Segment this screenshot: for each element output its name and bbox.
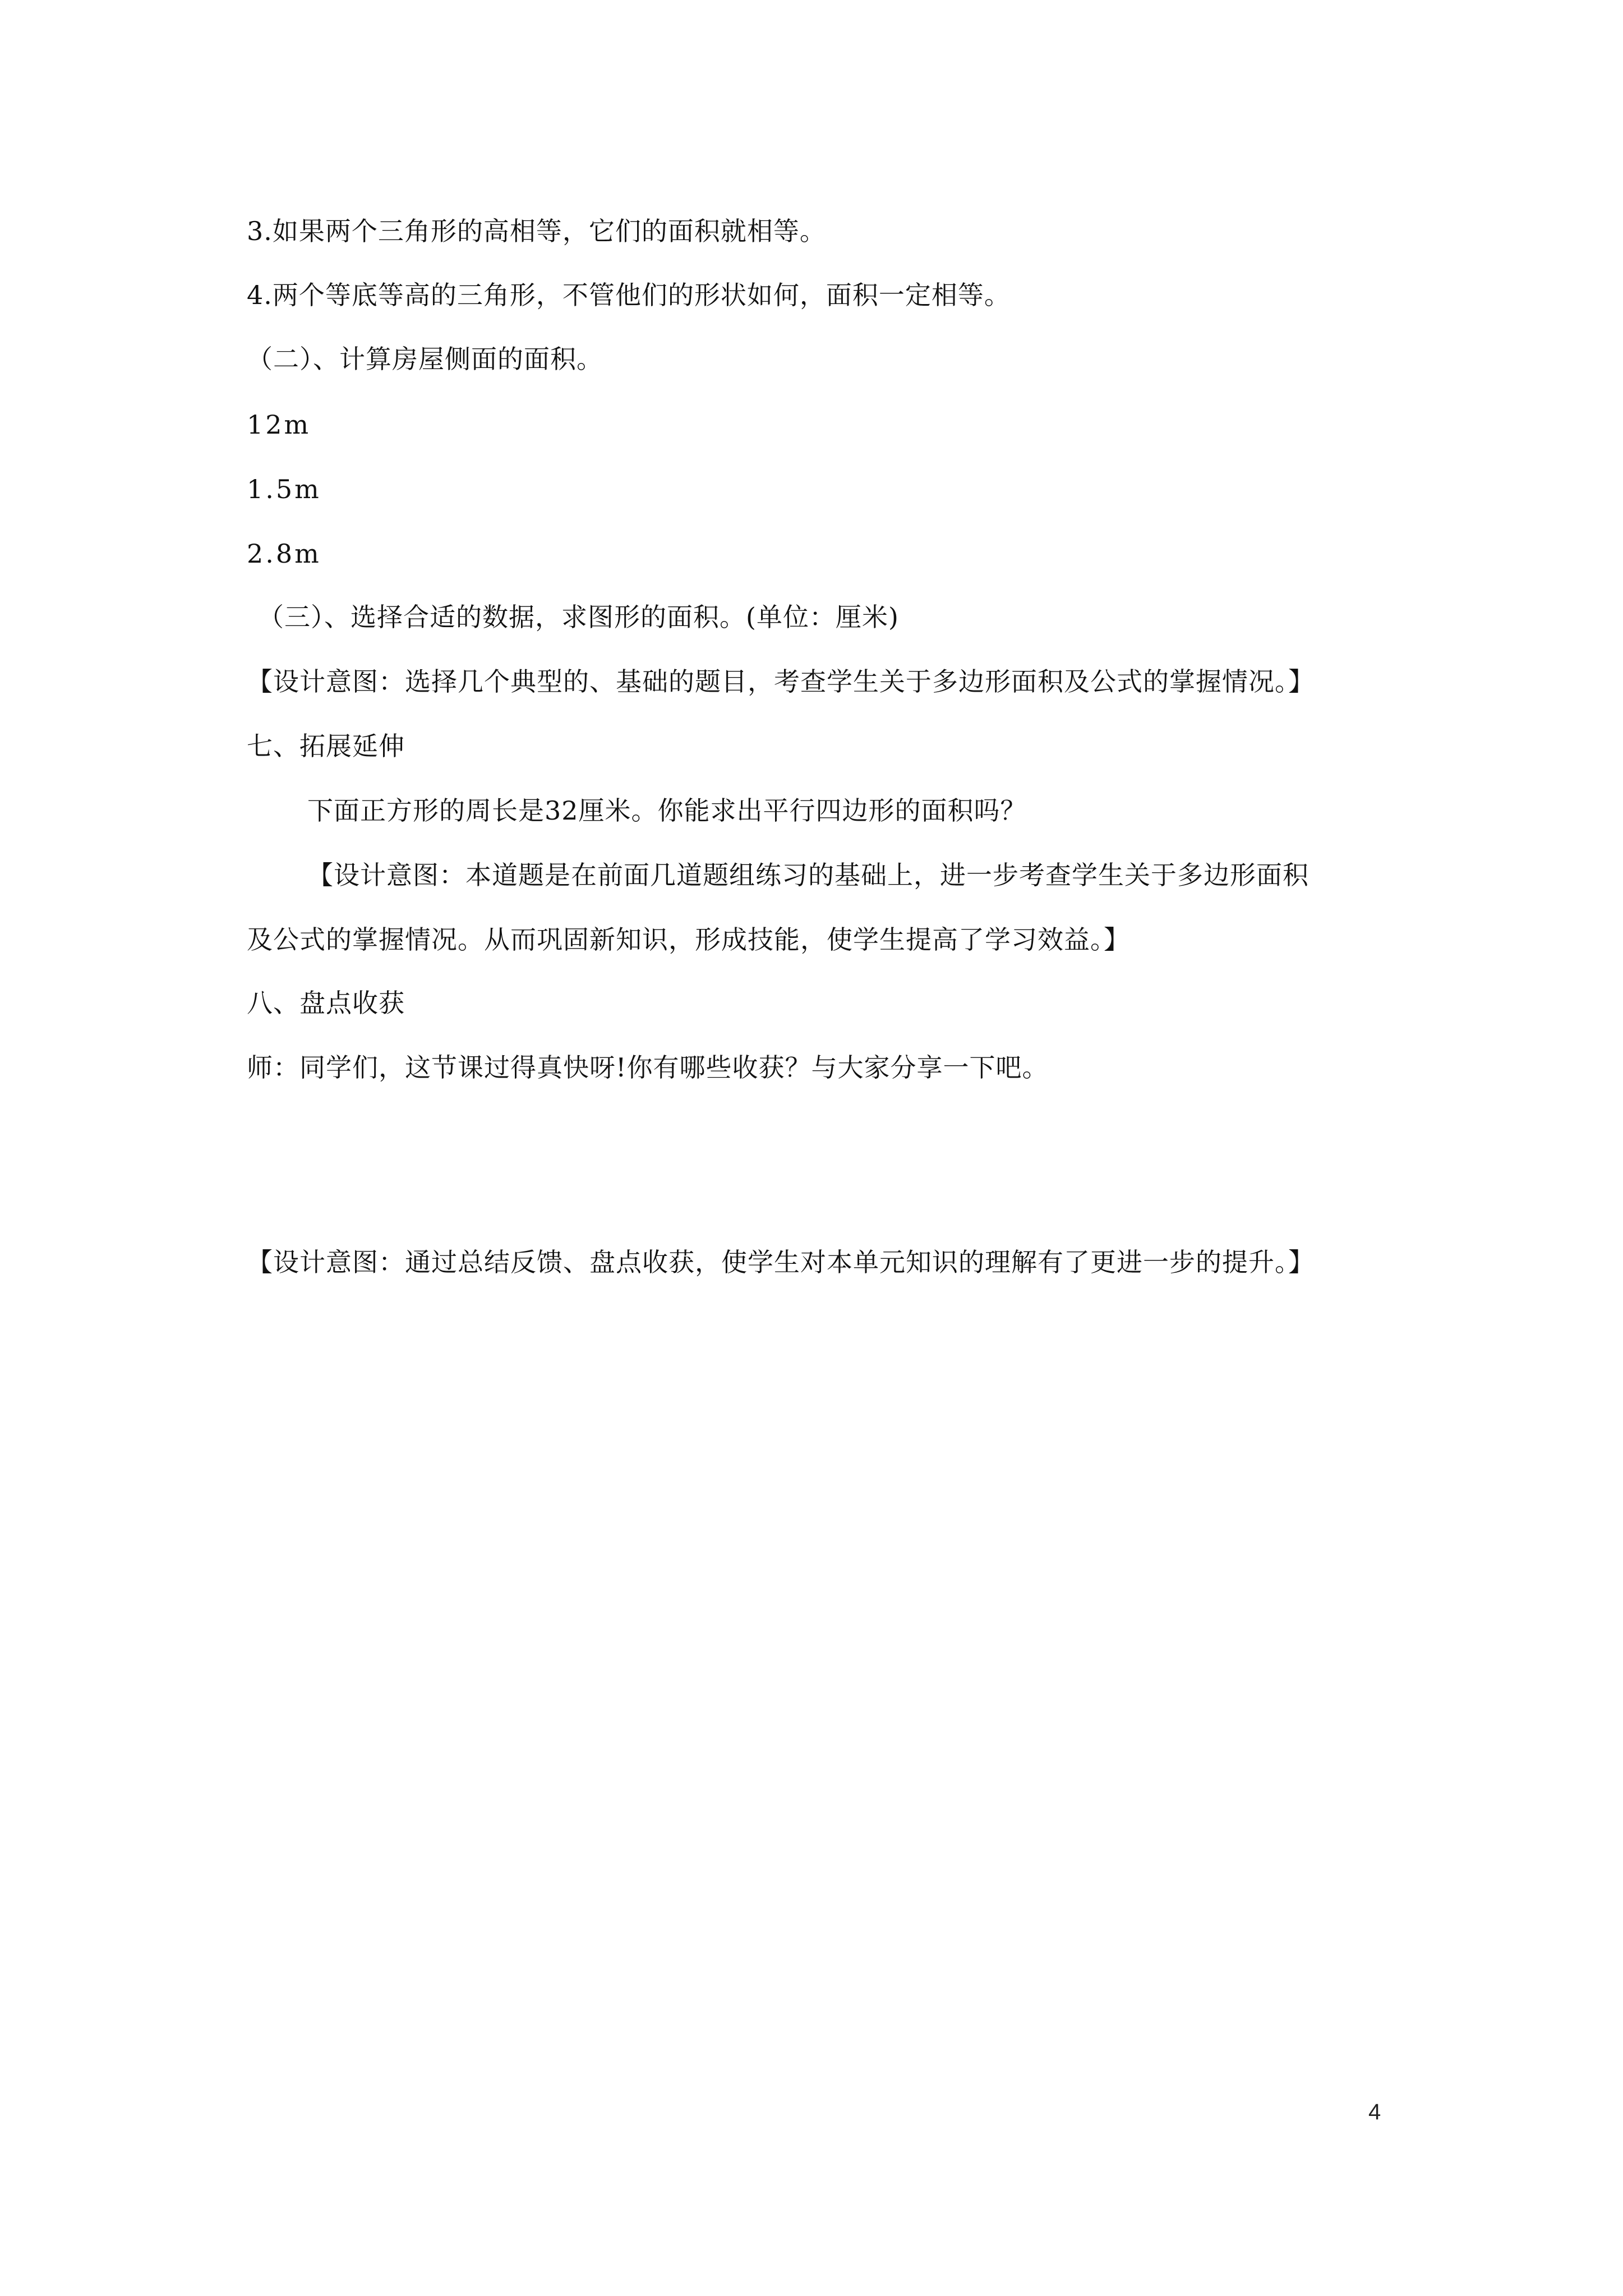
dimension-2-8m: 2.8m: [247, 539, 321, 569]
section-2-heading: （二）、计算房屋侧面的面积。: [247, 344, 603, 374]
statement-3: 3.如果两个三角形的高相等，它们的面积就相等。: [247, 216, 826, 246]
design-intent-2-line-1: 【设计意图：本道题是在前面几道题组练习的基础上，进一步考查学生关于多边形面积: [307, 860, 1309, 890]
section-7-heading: 七、拓展延伸: [247, 731, 405, 761]
design-intent-2-line-2: 及公式的掌握情况。从而巩固新知识，形成技能，使学生提高了学习效益。】: [247, 924, 1130, 955]
extension-question: 下面正方形的周长是32厘米。你能求出平行四边形的面积吗？: [307, 795, 1027, 826]
section-8-heading: 八、盘点收获: [247, 988, 405, 1018]
design-intent-3: 【设计意图：通过总结反馈、盘点收获，使学生对本单元知识的理解有了更进一步的提升。】: [247, 1247, 1315, 1277]
dimension-12m: 12m: [247, 409, 311, 440]
teacher-prompt: 师：同学们，这节课过得真快呀!你有哪些收获？与大家分享一下吧。: [247, 1052, 1049, 1083]
page-number: 4: [1368, 2100, 1381, 2124]
statement-4: 4.两个等底等高的三角形，不管他们的形状如何，面积一定相等。: [247, 280, 1011, 310]
dimension-1-5m: 1.5m: [247, 474, 321, 504]
design-intent-1: 【设计意图：选择几个典型的、基础的题目，考查学生关于多边形面积及公式的掌握情况。】: [247, 666, 1315, 697]
section-3-heading: （三）、选择合适的数据，求图形的面积。(单位：厘米): [258, 602, 899, 632]
